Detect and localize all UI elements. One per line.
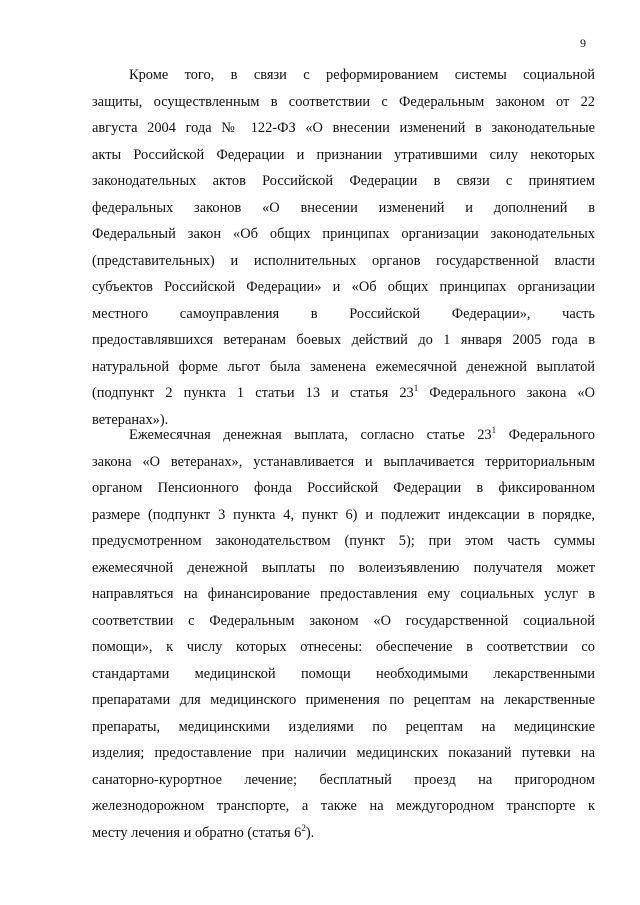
text-line [92, 89, 595, 116]
text-line [92, 168, 595, 195]
text-line [92, 661, 595, 688]
text-line [92, 740, 595, 767]
text-line [129, 62, 595, 89]
text-line [92, 502, 595, 529]
text-line [92, 581, 595, 608]
text-segment: санаторно-курортное лечение; бесплатный проезд на пригородном [92, 771, 595, 788]
text-line [92, 354, 595, 381]
text-line [92, 528, 595, 555]
text-segment: августа 2004 года № 122-ФЗ «О внесении изменений в законодательные [92, 120, 595, 136]
text-line [92, 475, 595, 502]
text-segment: препараты, медицинскими изделиями по рецептам на медицинские [92, 718, 595, 735]
text-segment: акты Российской Федерации и признании утратившими силу некоторых [92, 146, 595, 163]
text-segment: местного самоуправления в Российской Федерации», часть [92, 305, 595, 322]
text-segment: Федерального закона «О [418, 385, 595, 401]
text-line [92, 115, 595, 142]
text-line [92, 634, 595, 661]
text-line [92, 687, 595, 714]
text-segment: Кроме того, в связи с реформированием системы социальной [129, 67, 595, 83]
text-segment: ). [305, 824, 315, 841]
text-segment: изделия; предоставление при наличии медицинских показаний путевки на [92, 745, 595, 761]
text-line [92, 820, 595, 847]
text-segment: месту лечения и обратно (статья 6 [92, 824, 302, 841]
text-line [92, 142, 595, 169]
text-segment: ветеранах»). [92, 411, 169, 428]
text-line [92, 608, 595, 635]
text-line [92, 793, 595, 820]
text-line [92, 327, 595, 354]
text-segment: соответствии с Федеральным законом «О государственной социальной [92, 612, 595, 629]
text-line [92, 767, 595, 794]
text-segment: субъектов Российской Федерации» и «Об общих принципах организации [92, 279, 595, 295]
text-segment: (представительных) и исполнительных органов государственной власти [92, 252, 595, 269]
text-segment: защиты, осуществленным в соответствии с Федеральным законом от 22 [92, 93, 595, 110]
text-line [92, 221, 595, 248]
text-line [92, 301, 595, 328]
superscript: 1 [491, 425, 497, 435]
text-segment: железнодорожном транспорте, а также на междугородном транспорте к [92, 798, 595, 814]
text-line [92, 248, 595, 275]
text-segment: помощи», к числу которых отнесены: обеспечение в соответствии со [92, 639, 595, 655]
text-line [92, 714, 595, 741]
text-segment: предусмотренном законодательством (пункт 5); при этом часть суммы [92, 533, 595, 549]
text-segment: Федерального [496, 427, 595, 443]
text-line [92, 555, 595, 582]
text-segment: законодательных актов Российской Федерации в связи с принятием [92, 173, 595, 189]
text-segment: органом Пенсионного фонда Российской Федерации в фиксированном [92, 480, 595, 496]
superscript: 1 [413, 383, 419, 393]
text-segment: Ежемесячная денежная выплата, согласно статье 23 [129, 427, 492, 443]
text-segment: натуральной форме льгот была заменена ежемесячной денежной выплатой [92, 358, 595, 375]
superscript: 2 [301, 822, 306, 833]
text-line [129, 422, 595, 449]
text-segment: направляться на финансирование предоставления ему социальных услуг в [92, 586, 595, 602]
text-line [92, 449, 595, 476]
text-line [92, 195, 595, 222]
paragraph [92, 422, 595, 846]
text-segment: размере (подпункт 3 пункта 4, пункт 6) и подлежит индексации в порядке, [92, 506, 595, 523]
page-number: 9 [580, 36, 586, 50]
text-segment: ежемесячной денежной выплаты по волеизъявлению получателя может [92, 559, 595, 576]
text-segment: (подпункт 2 пункта 1 статьи 13 и статья 23 [92, 385, 414, 401]
text-segment: препаратами для медицинского применения по рецептам на лекарственные [92, 692, 595, 708]
text-segment: федеральных законов «О внесении изменений и дополнений в [92, 199, 595, 216]
text-segment: предоставлявшихся ветеранам боевых действий до 1 января 2005 года в [92, 332, 595, 348]
text-segment: Федеральный закон «Об общих принципах организации законодательных [92, 226, 595, 242]
text-segment: стандартами медицинской помощи необходимыми лекарственными [92, 665, 595, 682]
text-line [92, 380, 595, 407]
text-line [92, 274, 595, 301]
text-segment: закона «О ветеранах», устанавливается и выплачивается территориальным [92, 453, 595, 470]
paragraph [92, 62, 595, 433]
